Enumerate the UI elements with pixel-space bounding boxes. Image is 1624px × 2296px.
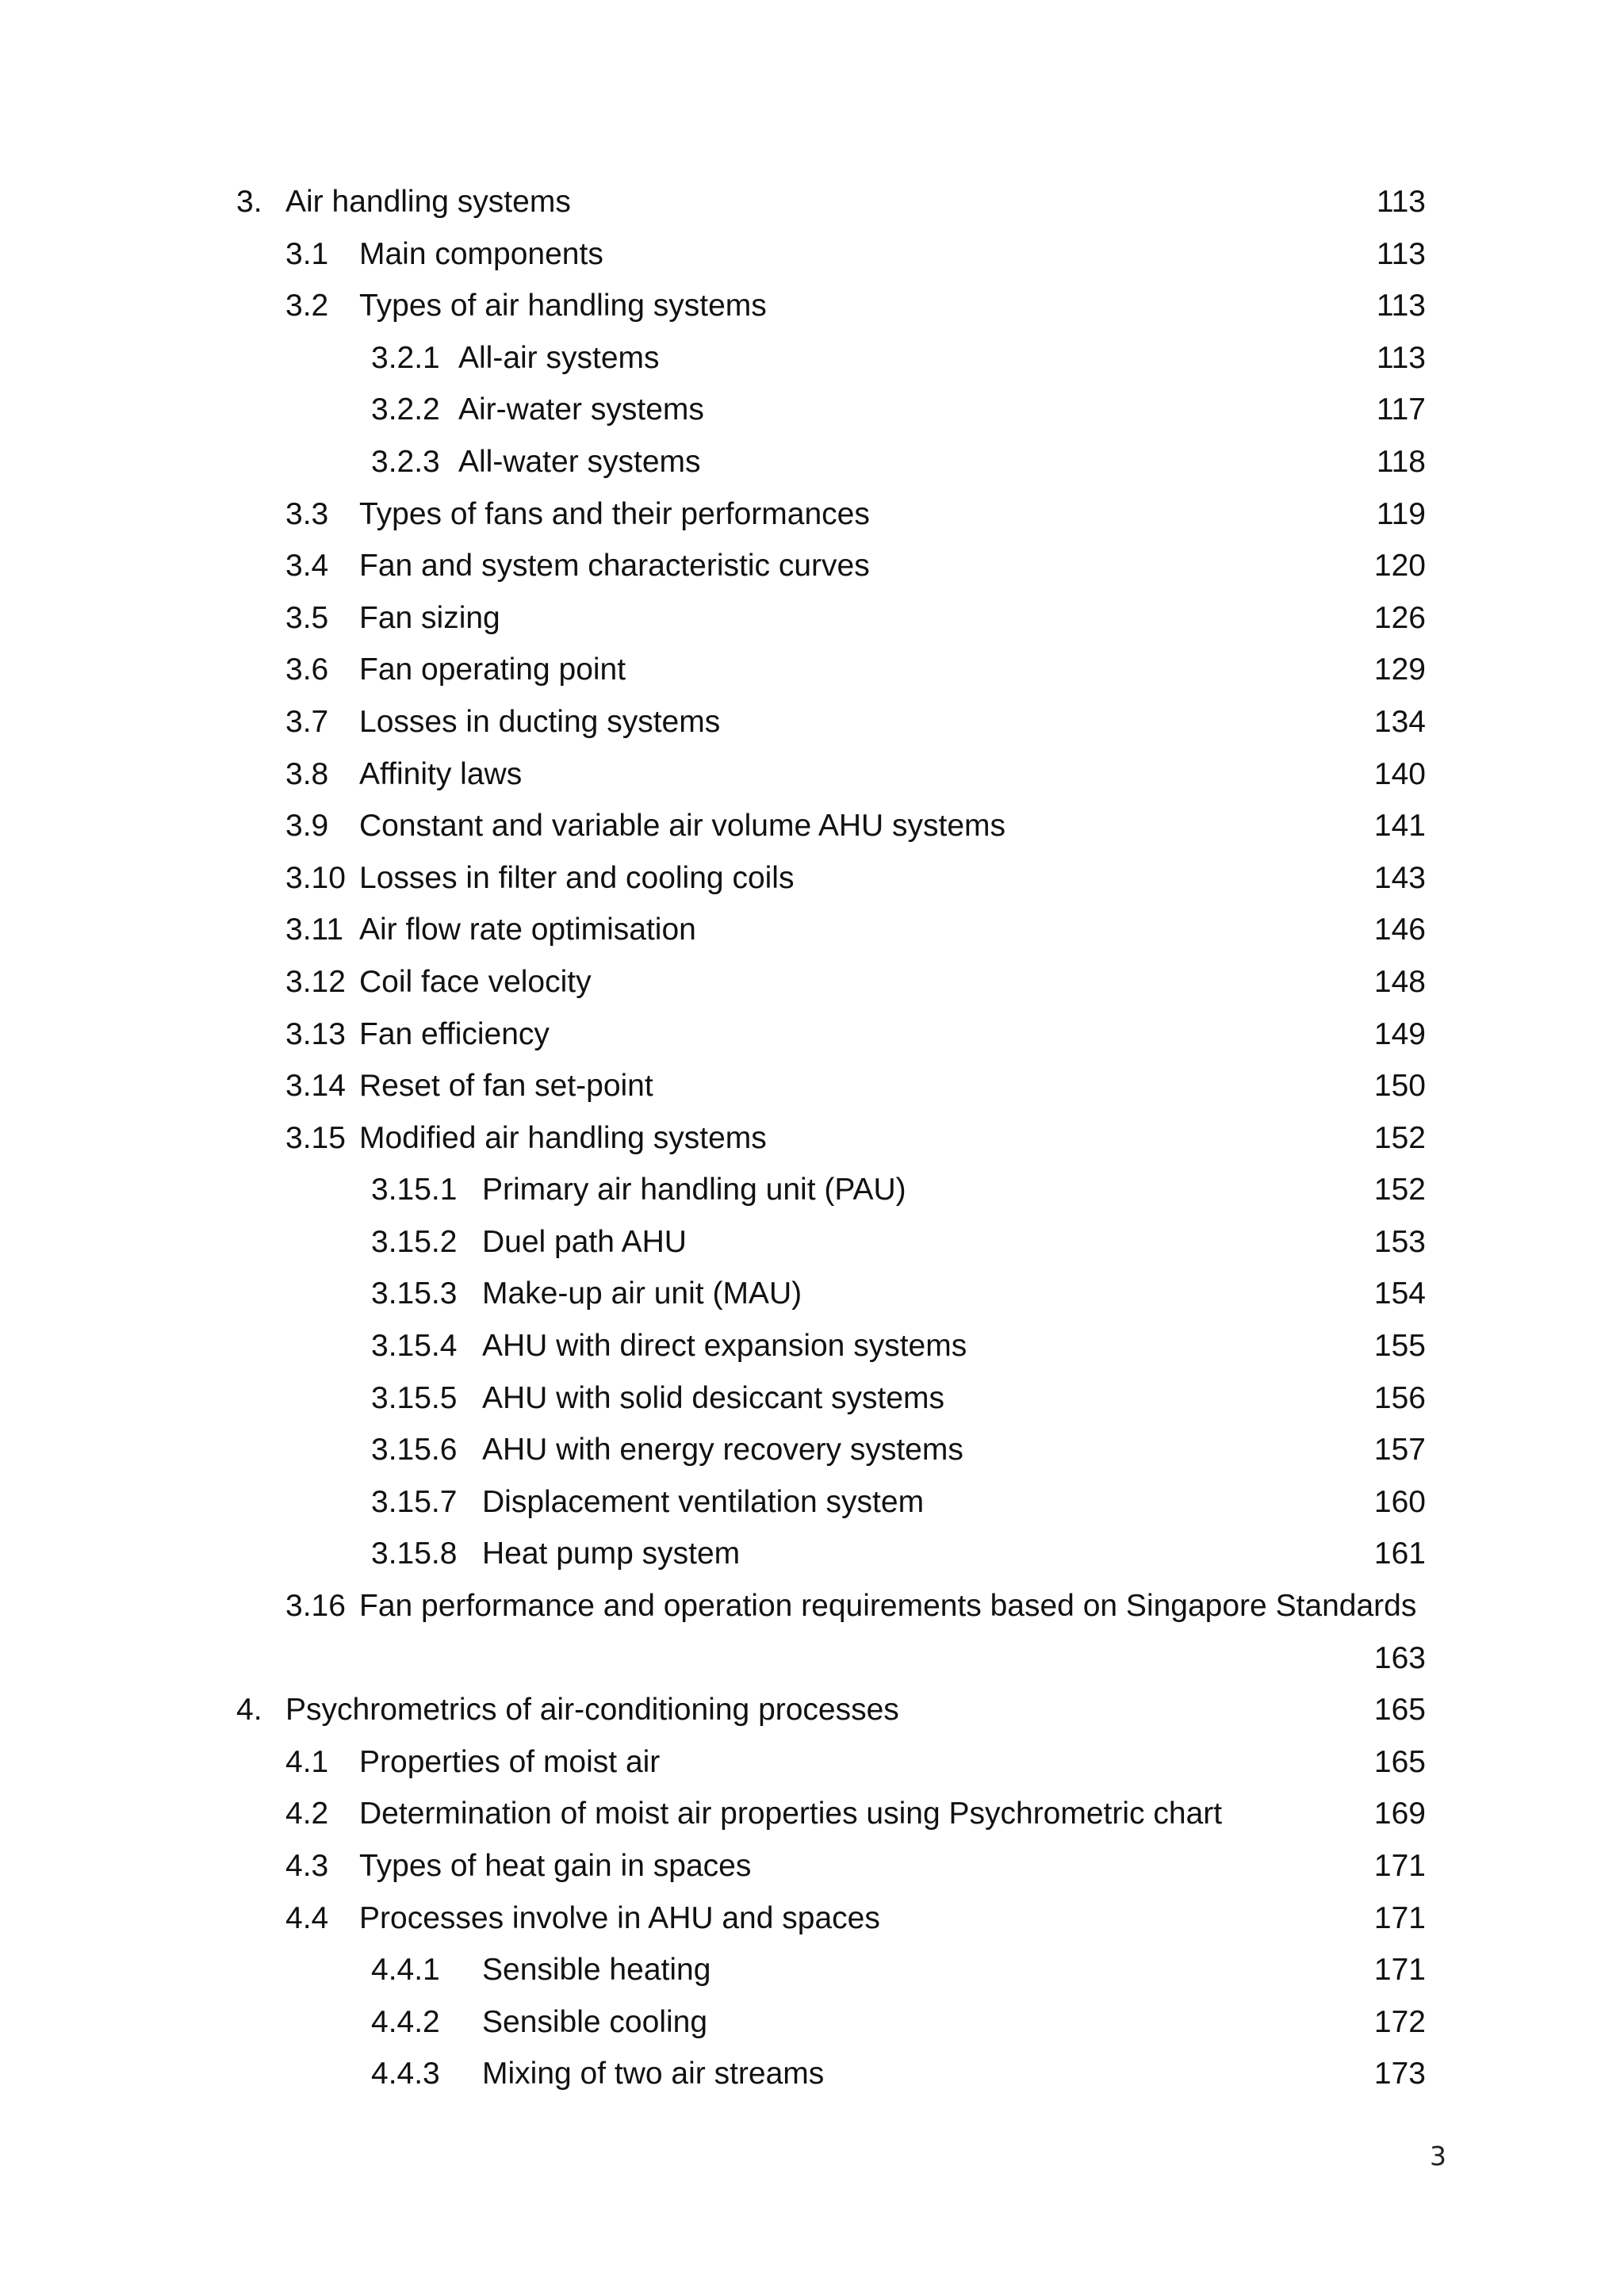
toc-entry-title: Coil face velocity xyxy=(359,964,592,999)
toc-entry-page: 150 xyxy=(1373,1069,1426,1104)
toc-entry-title: Losses in ducting systems xyxy=(359,704,721,739)
toc-entry-page: 120 xyxy=(1373,549,1426,584)
toc-entry-title: Duel path AHU xyxy=(482,1224,687,1259)
toc-entry-page: 113 xyxy=(1376,340,1426,375)
toc-entry-number: 4.4.3 xyxy=(371,2057,440,2091)
toc-entry-title: Air handling systems xyxy=(285,185,571,219)
toc-entry-number: 3.9 xyxy=(285,809,329,844)
toc-entry-page: 129 xyxy=(1373,652,1426,687)
toc-entry-page: 126 xyxy=(1373,600,1426,635)
toc-entry xyxy=(0,228,1624,281)
toc-entry-page: 165 xyxy=(1373,1744,1426,1779)
toc-entry xyxy=(0,644,1624,696)
toc-entry-number: 3.2.2 xyxy=(371,392,440,427)
toc-entry-title: All-air systems xyxy=(458,340,660,375)
toc-entry-title: Fan efficiency xyxy=(359,1016,550,1051)
toc-entry-number: 4.1 xyxy=(285,1744,329,1779)
toc-entry-number: 3.15.8 xyxy=(371,1536,458,1571)
toc-entry-title: Displacement ventilation system xyxy=(482,1484,925,1519)
toc-entry-number: 3.15.6 xyxy=(371,1433,458,1468)
toc-entry-number: 3.4 xyxy=(285,549,329,584)
toc-entry-number: 3.16 xyxy=(285,1589,346,1624)
toc-entry-page: 163 xyxy=(1373,1640,1426,1675)
toc-entry-title: Constant and variable air volume AHU systems xyxy=(359,809,1006,844)
toc-entry xyxy=(0,1788,1624,1840)
toc-entry-page: 113 xyxy=(1376,289,1426,323)
toc-entry-number: 3.8 xyxy=(285,756,329,791)
toc-entry-page: 113 xyxy=(1376,185,1426,219)
toc-entry-page: 148 xyxy=(1373,964,1426,999)
toc-entry-number: 3.2.1 xyxy=(371,340,440,375)
toc-entry-number: 4.3 xyxy=(285,1849,329,1883)
toc-entry xyxy=(0,1060,1624,1112)
toc-entry-number: 3.2.3 xyxy=(371,444,440,479)
toc-entry-title: Fan sizing xyxy=(359,600,500,635)
toc-entry xyxy=(0,904,1624,956)
toc-entry xyxy=(0,332,1624,385)
toc-entry-title: Types of fans and their performances xyxy=(359,496,870,531)
toc-entry-number: 4. xyxy=(236,1693,262,1728)
toc-entry xyxy=(0,1840,1624,1892)
toc-entry xyxy=(0,1684,1624,1736)
toc-entry-page: 119 xyxy=(1376,496,1426,531)
toc-entry xyxy=(0,1736,1624,1789)
toc-entry-title: Psychrometrics of air-conditioning processes xyxy=(285,1693,899,1728)
toc-entry-page: 155 xyxy=(1373,1329,1426,1364)
toc-entry-number: 3.15.2 xyxy=(371,1224,458,1259)
toc-entry xyxy=(0,1580,1624,1632)
toc-entry xyxy=(0,696,1624,748)
toc-entry xyxy=(0,748,1624,801)
toc-entry-page: 141 xyxy=(1373,809,1426,844)
toc-entry xyxy=(0,592,1624,645)
toc-entry-page: 171 xyxy=(1373,1900,1426,1935)
toc-entry-number: 3. xyxy=(236,185,262,219)
toc-entry-page: 152 xyxy=(1373,1120,1426,1155)
toc-entry xyxy=(0,1424,1624,1476)
toc-entry xyxy=(0,540,1624,592)
toc-entry-title: Processes involve in AHU and spaces xyxy=(359,1900,880,1935)
toc-entry-title: Sensible cooling xyxy=(482,2004,708,2039)
toc-entry-title: AHU with direct expansion systems xyxy=(482,1329,967,1364)
toc-entry xyxy=(0,176,1624,228)
toc-entry-page: 117 xyxy=(1376,392,1426,427)
toc-entry xyxy=(0,1216,1624,1269)
toc-entry xyxy=(0,1996,1624,2049)
toc-entry-title: Properties of moist air xyxy=(359,1744,661,1779)
page-number: 3 xyxy=(1430,2141,1446,2172)
toc-entry-title: Main components xyxy=(359,236,603,271)
toc-entry xyxy=(0,488,1624,541)
toc-entry xyxy=(0,1008,1624,1061)
toc-entry-page: 149 xyxy=(1373,1016,1426,1051)
toc-entry xyxy=(0,1476,1624,1529)
toc-entry-number: 3.15.5 xyxy=(371,1380,458,1415)
toc-entry-number: 3.6 xyxy=(285,652,329,687)
toc-entry-title: Reset of fan set-point xyxy=(359,1069,653,1104)
toc-entry-number: 3.14 xyxy=(285,1069,346,1104)
toc-entry-title: Types of heat gain in spaces xyxy=(359,1849,752,1883)
toc-entry-title: Fan and system characteristic curves xyxy=(359,549,870,584)
toc-entry xyxy=(0,1528,1624,1580)
toc-entry-number: 3.12 xyxy=(285,964,346,999)
toc-entry-title: AHU with energy recovery systems xyxy=(482,1433,963,1468)
toc-entry-page: 143 xyxy=(1373,860,1426,895)
toc-entry xyxy=(0,800,1624,852)
toc-entry xyxy=(0,1892,1624,1945)
toc-entry-page: 153 xyxy=(1373,1224,1426,1259)
toc-entry-page: 160 xyxy=(1373,1484,1426,1519)
toc-entry xyxy=(0,1944,1624,1996)
toc-entry-page: 113 xyxy=(1376,236,1426,271)
table-of-contents xyxy=(0,176,1624,2100)
toc-entry-title: Modified air handling systems xyxy=(359,1120,767,1155)
toc-entry-number: 3.15.4 xyxy=(371,1329,458,1364)
toc-entry xyxy=(0,956,1624,1008)
toc-entry-number: 3.5 xyxy=(285,600,329,635)
toc-entry-title: Losses in filter and cooling coils xyxy=(359,860,795,895)
toc-entry xyxy=(0,1632,1624,1685)
toc-entry-number: 4.4 xyxy=(285,1900,329,1935)
toc-entry-title: Primary air handling unit (PAU) xyxy=(482,1173,906,1207)
toc-entry-number: 3.15.1 xyxy=(371,1173,458,1207)
toc-entry xyxy=(0,384,1624,436)
toc-entry-title: Air flow rate optimisation xyxy=(359,913,696,947)
toc-entry-number: 3.13 xyxy=(285,1016,346,1051)
toc-entry-page: 134 xyxy=(1373,704,1426,739)
toc-entry xyxy=(0,436,1624,488)
toc-entry xyxy=(0,1320,1624,1372)
toc-entry-number: 3.1 xyxy=(285,236,329,271)
toc-entry-page: 161 xyxy=(1373,1536,1426,1571)
toc-entry-page: 173 xyxy=(1373,2057,1426,2091)
toc-entry-page: 152 xyxy=(1373,1173,1426,1207)
toc-entry-page: 154 xyxy=(1373,1276,1426,1311)
toc-entry-number: 4.4.1 xyxy=(371,1953,440,1988)
toc-entry-number: 3.2 xyxy=(285,289,329,323)
toc-entry-number: 3.15 xyxy=(285,1120,346,1155)
toc-entry-page: 171 xyxy=(1373,1849,1426,1883)
toc-entry xyxy=(0,2048,1624,2100)
toc-entry-title: Heat pump system xyxy=(482,1536,741,1571)
toc-entry-number: 3.11 xyxy=(285,913,344,947)
toc-entry-page: 157 xyxy=(1373,1433,1426,1468)
toc-entry xyxy=(0,852,1624,905)
toc-entry-number: 4.2 xyxy=(285,1797,329,1831)
toc-entry xyxy=(0,1112,1624,1165)
toc-entry-title: Fan operating point xyxy=(359,652,626,687)
toc-entry-title: Determination of moist air properties using Psychrometric chart xyxy=(359,1797,1223,1831)
toc-entry-page: 156 xyxy=(1373,1380,1426,1415)
toc-entry-title: Mixing of two air streams xyxy=(482,2057,825,2091)
toc-entry-title: AHU with solid desiccant systems xyxy=(482,1380,945,1415)
toc-entry-title: Affinity laws xyxy=(359,756,523,791)
toc-entry-number: 3.7 xyxy=(285,704,329,739)
toc-entry-page: 118 xyxy=(1376,444,1426,479)
toc-entry-page: 165 xyxy=(1373,1693,1426,1728)
toc-entry-number: 3.15.3 xyxy=(371,1276,458,1311)
toc-entry-title: Types of air handling systems xyxy=(359,289,767,323)
toc-entry-number: 4.4.2 xyxy=(371,2004,440,2039)
toc-entry-number: 3.10 xyxy=(285,860,346,895)
toc-entry-page: 140 xyxy=(1373,756,1426,791)
toc-entry-number: 3.3 xyxy=(285,496,329,531)
toc-entry-page: 146 xyxy=(1373,913,1426,947)
toc-entry-title: Make-up air unit (MAU) xyxy=(482,1276,802,1311)
toc-entry-page: 171 xyxy=(1373,1953,1426,1988)
toc-entry-page: 172 xyxy=(1373,2004,1426,2039)
toc-entry xyxy=(0,1268,1624,1320)
toc-entry xyxy=(0,1372,1624,1425)
toc-entry-number: 3.15.7 xyxy=(371,1484,458,1519)
toc-entry-page: 169 xyxy=(1373,1797,1426,1831)
toc-entry-title: Fan performance and operation requirements based on Singapore Standards xyxy=(359,1589,1417,1624)
toc-entry xyxy=(0,280,1624,332)
toc-entry-title: All-water systems xyxy=(458,444,701,479)
toc-entry-title: Sensible heating xyxy=(482,1953,711,1988)
toc-entry xyxy=(0,1164,1624,1216)
toc-entry-title: Air-water systems xyxy=(458,392,704,427)
